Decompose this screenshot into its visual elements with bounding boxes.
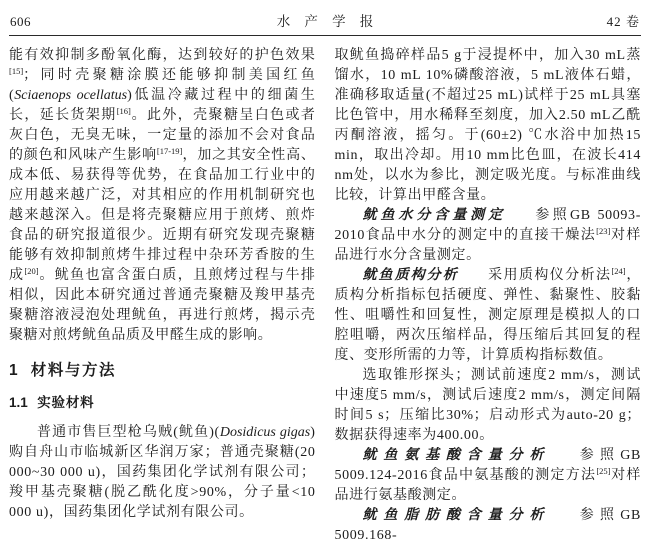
header-rule [9,35,641,36]
text-run: 能有效抑制多酚氧化酶，达到较好的护色效果 [9,48,316,63]
text-run: 。此外，壳聚糖呈白色或者灰白色，无臭无味，一定量的添加不会对食品的颜色和风味产生影响 [9,108,316,163]
citation-ref: [20] [24,266,39,276]
run-in-heading-amino-acid: 鱿鱼氨基酸含量分析 [362,448,551,463]
text-run: 对样品进行水分含量测定。 [334,228,641,263]
text-run: 普通市售巨型枪乌贼(鱿鱼)( [37,425,220,440]
text-run: 参照GB 5009.168- [334,508,642,543]
citation-ref: [15] [9,66,24,76]
paragraph-materials [9,423,316,523]
text-run: )低温冷藏过程中的细菌生长，延长货架期 [9,88,316,123]
subsection-number: 1.1 [9,395,28,410]
text-run: )购自舟山市临城新区华润万家；普通壳聚糖(20 000~30 000 u)，国药集团化学试剂有限公司；羧甲基壳聚糖(脱乙酰化度>90%，分子量<10 000 u)，国药集团化学试剂有限公司。 [9,425,316,520]
species-name: Sciaenops ocellatus [14,88,128,103]
text-run: 参照GB 5009.124-2016食品中氨基酸的测定方法 [334,448,642,483]
text-run: 参照GB 50093-2010食品中水分的测定中的直接干燥法 [334,208,641,243]
species-name: Dosidicus gigas [219,425,311,440]
citation-ref: [16] [116,106,131,116]
paragraph-texture-parameters [335,366,642,446]
text-run: 采用质构仪分析法 [488,268,612,283]
citation-ref: [17-19] [156,146,183,156]
citation-ref: [24] [611,266,626,276]
paragraph-intro-continuation [9,46,316,346]
section-title: 材料与方法 [30,362,117,379]
section-number: 1 [9,362,18,379]
subsection-title: 实验材料 [37,395,95,410]
citation-ref: [25] [596,466,611,476]
text-run: ，质构分析指标包括硬度、弹性、黏聚性、胶黏性、咀嚼性和回复性，测定原理是模拟人的口腔咀嚼，两次压缩样品，得压缩后其回复的程度、变形所需的力等，计算质构指标数值。 [334,268,642,363]
text-run: 选取锥形探头；测试前速度2 mm/s，测试中速度5 mm/s，测试后速度2 mm/s，测定间隔时间5 s；压缩比30%；启动形式为auto-20 g；数据获得速率为400.00。 [334,368,641,443]
citation-ref: [23] [596,226,611,236]
volume-number: 42 卷 [606,14,640,29]
page-number: 606 [10,14,32,29]
running-head [9,6,641,35]
paragraph-formaldehyde-method [335,46,642,206]
text-run: ；同时壳聚糖涂膜还能够抑制美国红鱼( [9,68,316,103]
two-column-body [9,46,641,546]
paragraph-amino-acid-method [335,446,642,506]
section-heading-materials-methods [9,361,316,381]
paragraph-fatty-acid-method [335,506,642,546]
journal-title: 水产学报 [276,14,388,29]
run-in-heading-fatty-acid: 鱿鱼脂肪酸含量分析 [362,508,551,523]
text-run: 取鱿鱼捣碎样品5 g于浸提杯中，加入30 mL蒸馏水，10 mL 10%磷酸溶液，5 mL液体石蜡，准确移取适量(不超过25 mL)试样于25 mL具塞比色管中，用水稀释至刻度，加入2.50 mL乙酰丙酮溶液，摇匀。于(60±2) ℃水浴中加热15 min，取出冷却。用10 mm比色皿，在波长414 nm处，以水为参比，测定吸光度。与标准曲线比较，计算出甲醛含量。 [334,48,641,203]
run-in-heading-texture: 鱿鱼质构分析 [362,268,459,283]
subsection-heading-materials [9,393,316,413]
run-in-heading-moisture: 鱿鱼水分含量测定 [362,208,507,223]
text-run: 。鱿鱼也富含蛋白质，且煎烤过程与牛排相似，因此本研究通过普通壳聚糖及羧甲基壳聚糖溶液浸泡处理鱿鱼，再进行煎烤，揭示壳聚糖对煎烤鱿鱼品质及甲醛生成的影响。 [9,268,316,343]
left-column [9,46,316,546]
paragraph-moisture-method [335,206,642,266]
paragraph-texture-method [335,266,642,366]
text-run: ，加之其安全性高、成本低、易获得等优势，在食品加工行业中的应用越来越广泛，对其相应的作用机制研究也越来越深入。但是将壳聚糖应用于煎烤、煎炸食品的研究报道很少。近期有研究发现壳聚糖能够有效抑制煎烤牛排过程中杂环芳香胺的生成 [9,148,316,283]
right-column [335,46,642,546]
text-run: 对样品进行氨基酸测定。 [334,468,641,503]
